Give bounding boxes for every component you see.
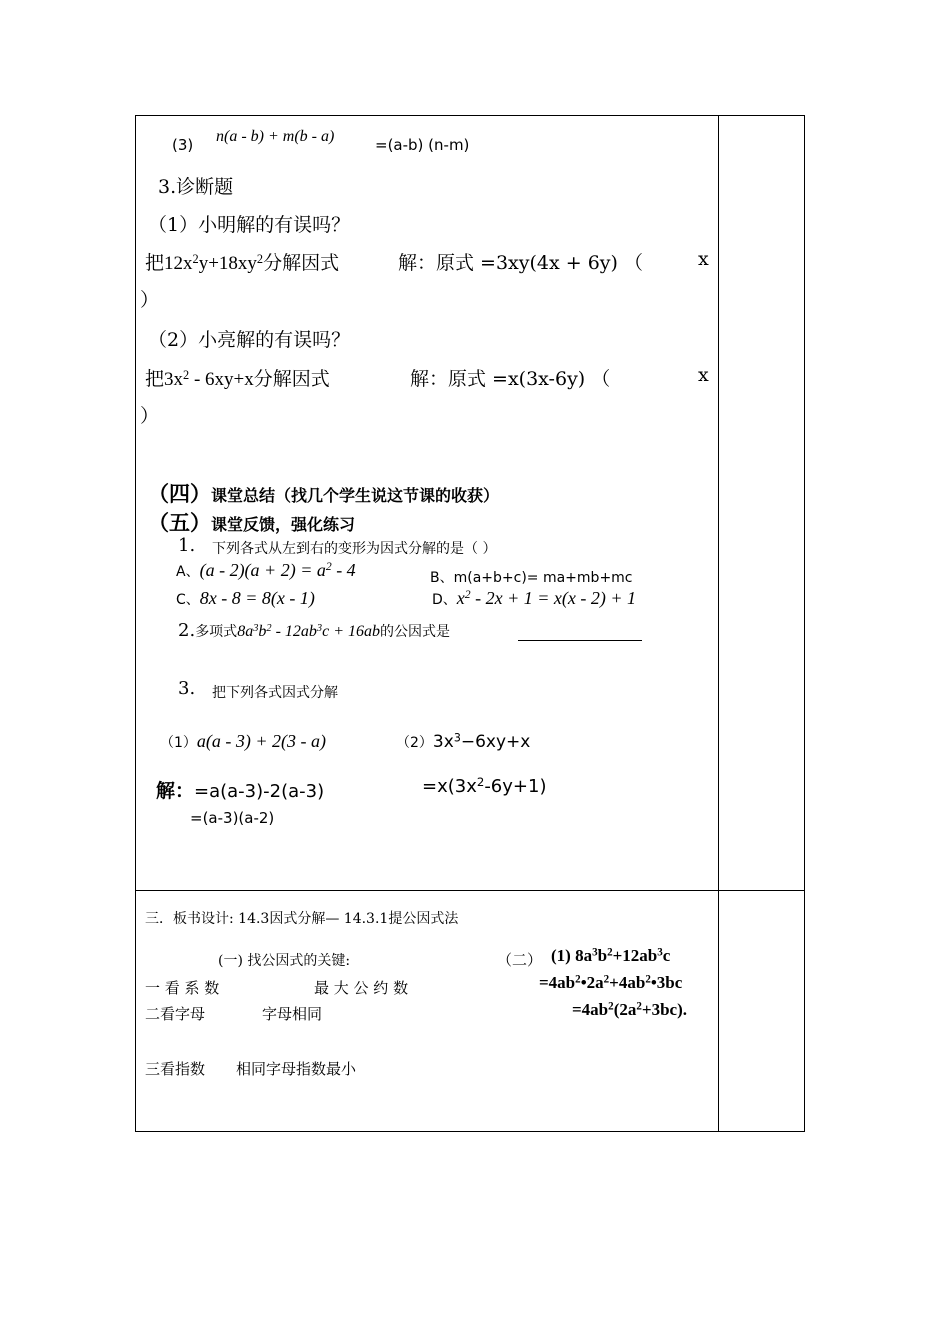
- exercise1-text: 下列各式从左到右的变形为因式分解的是（ ）: [212, 541, 497, 557]
- exercise2-expr: $8a^3b^2 - 12ab^3c + 16ab$: [237, 622, 381, 640]
- option-a-expr: $(a - 2)(a + 2) = a^2 - 4$: [199, 560, 356, 580]
- board-row1-right: 最 大 公 约 数: [314, 979, 409, 997]
- summary-five: [148, 507, 355, 537]
- solution-p2: $=x(3x^2-6y+1)$: [422, 775, 547, 797]
- q2-title: （2）小亮解的有误吗？: [148, 329, 351, 351]
- option-c-label: C、: [176, 592, 200, 608]
- board-example-step1: $=4ab^2•2a^2+4ab^2•3bc$: [539, 973, 683, 992]
- q1-problem: [145, 248, 339, 275]
- table-column-divider: [718, 115, 719, 1132]
- q2-suffix: 分解因式: [253, 368, 330, 390]
- solution-p2-b: -6y+1): [484, 776, 547, 797]
- q2-prefix: 把: [145, 368, 165, 390]
- option-c: [176, 588, 315, 609]
- q2-problem: [145, 364, 330, 391]
- solution-p2-a: =x(3x: [422, 776, 477, 797]
- board-example-label: (1): [551, 946, 571, 965]
- q1-suffix: 分解因式: [263, 252, 340, 274]
- option-d-label: D、: [432, 592, 457, 608]
- board-example-step2: $=4ab^2(2a^2+3bc)$.: [572, 1000, 687, 1019]
- board-section1: (一) 找公因式的关键:: [218, 953, 351, 969]
- exercise1-num: 1.: [178, 535, 196, 556]
- summary-four: [148, 478, 499, 508]
- q1-close-paren: ）: [140, 289, 160, 311]
- summary-four-num: （四）: [148, 481, 211, 506]
- option-a: [176, 560, 356, 581]
- board-section2-num: （二）: [497, 951, 543, 969]
- q1-title: （1）小明解的有误吗？: [148, 214, 351, 236]
- option-d: [432, 588, 636, 609]
- solution-step1: =a(a-3)-2(a-3): [194, 781, 325, 802]
- exercise2-text-a: 多项式: [195, 624, 238, 640]
- q1-expression: $12x^2y+18xy^2$: [164, 251, 264, 274]
- table-border-top: [135, 115, 805, 116]
- solution-step2: =(a-3)(a-2): [190, 809, 275, 827]
- board-row3-right: 相同字母指数最小: [236, 1060, 357, 1078]
- table-border-bottom: [135, 1131, 805, 1132]
- board-title: 三．板书设计: 14.3因式分解— 14.3.1提公因式法: [145, 911, 459, 927]
- item3-expression: n(a - b) + m(b - a): [216, 128, 335, 145]
- problem2: [396, 732, 530, 752]
- exercise2-num: 2.: [178, 620, 196, 641]
- q2-close-paren: ）: [140, 405, 160, 427]
- board-row2-left: 二看字母: [145, 1005, 206, 1023]
- board-example: (1) $8a^3b^2+12ab^3c$: [551, 946, 671, 965]
- exercise2-answer-blank[interactable]: [518, 640, 642, 641]
- q2-expression: $3x^2 - 6xy+x$: [164, 367, 254, 390]
- exercise3-text: 把下列各式因式分解: [212, 685, 338, 701]
- problem1-label: （1）: [160, 735, 197, 751]
- item3-answer: =(a-b) (n-m): [375, 136, 470, 154]
- summary-five-num: （五）: [148, 510, 211, 535]
- problem1-expr: a(a - 3) + 2(3 - a): [196, 731, 327, 751]
- exercise2-text-b: 的公因式是: [380, 624, 451, 640]
- q2-wrong-mark: x: [698, 364, 709, 386]
- table-row-divider: [135, 890, 805, 891]
- option-b: B、m(a+b+c)= ma+mb+mc: [430, 570, 633, 586]
- table-border-left: [135, 115, 136, 1132]
- q1-prefix: 把: [145, 252, 165, 274]
- diagnostic-heading: 3.诊断题: [158, 176, 234, 198]
- board-row3-left: 三看指数: [145, 1060, 206, 1078]
- board-row1-left: 一 看 系 数: [145, 979, 220, 997]
- exercise2: [178, 620, 450, 641]
- table-border-right: [804, 115, 805, 1132]
- board-row2-right: 字母相同: [262, 1005, 323, 1023]
- q1-solution: 解：原式 =3xy(4x + 6y) （: [398, 252, 643, 274]
- item3-label: (3): [172, 136, 194, 154]
- problem2-expr: $3x^3-6xy+x$: [432, 731, 531, 752]
- option-d-expr: $x^2 - 2x + 1 = x(x - 2) + 1$: [456, 588, 637, 608]
- exercise3-num: 3.: [178, 678, 196, 699]
- option-c-expr: 8x - 8 = 8(x - 1): [199, 588, 315, 608]
- q2-solution: 解：原式 =x(3x-6y) （: [410, 368, 611, 390]
- problem1: [160, 731, 326, 752]
- option-a-label: A、: [176, 564, 200, 580]
- summary-five-text: 课堂反馈，强化练习: [211, 515, 356, 534]
- solution-line1: [156, 776, 324, 803]
- summary-four-text: 课堂总结（找几个学生说这节课的收获）: [211, 486, 500, 505]
- solution-label: 解：: [156, 780, 195, 802]
- q1-wrong-mark: x: [698, 248, 709, 270]
- problem2-label: （2）: [396, 735, 433, 751]
